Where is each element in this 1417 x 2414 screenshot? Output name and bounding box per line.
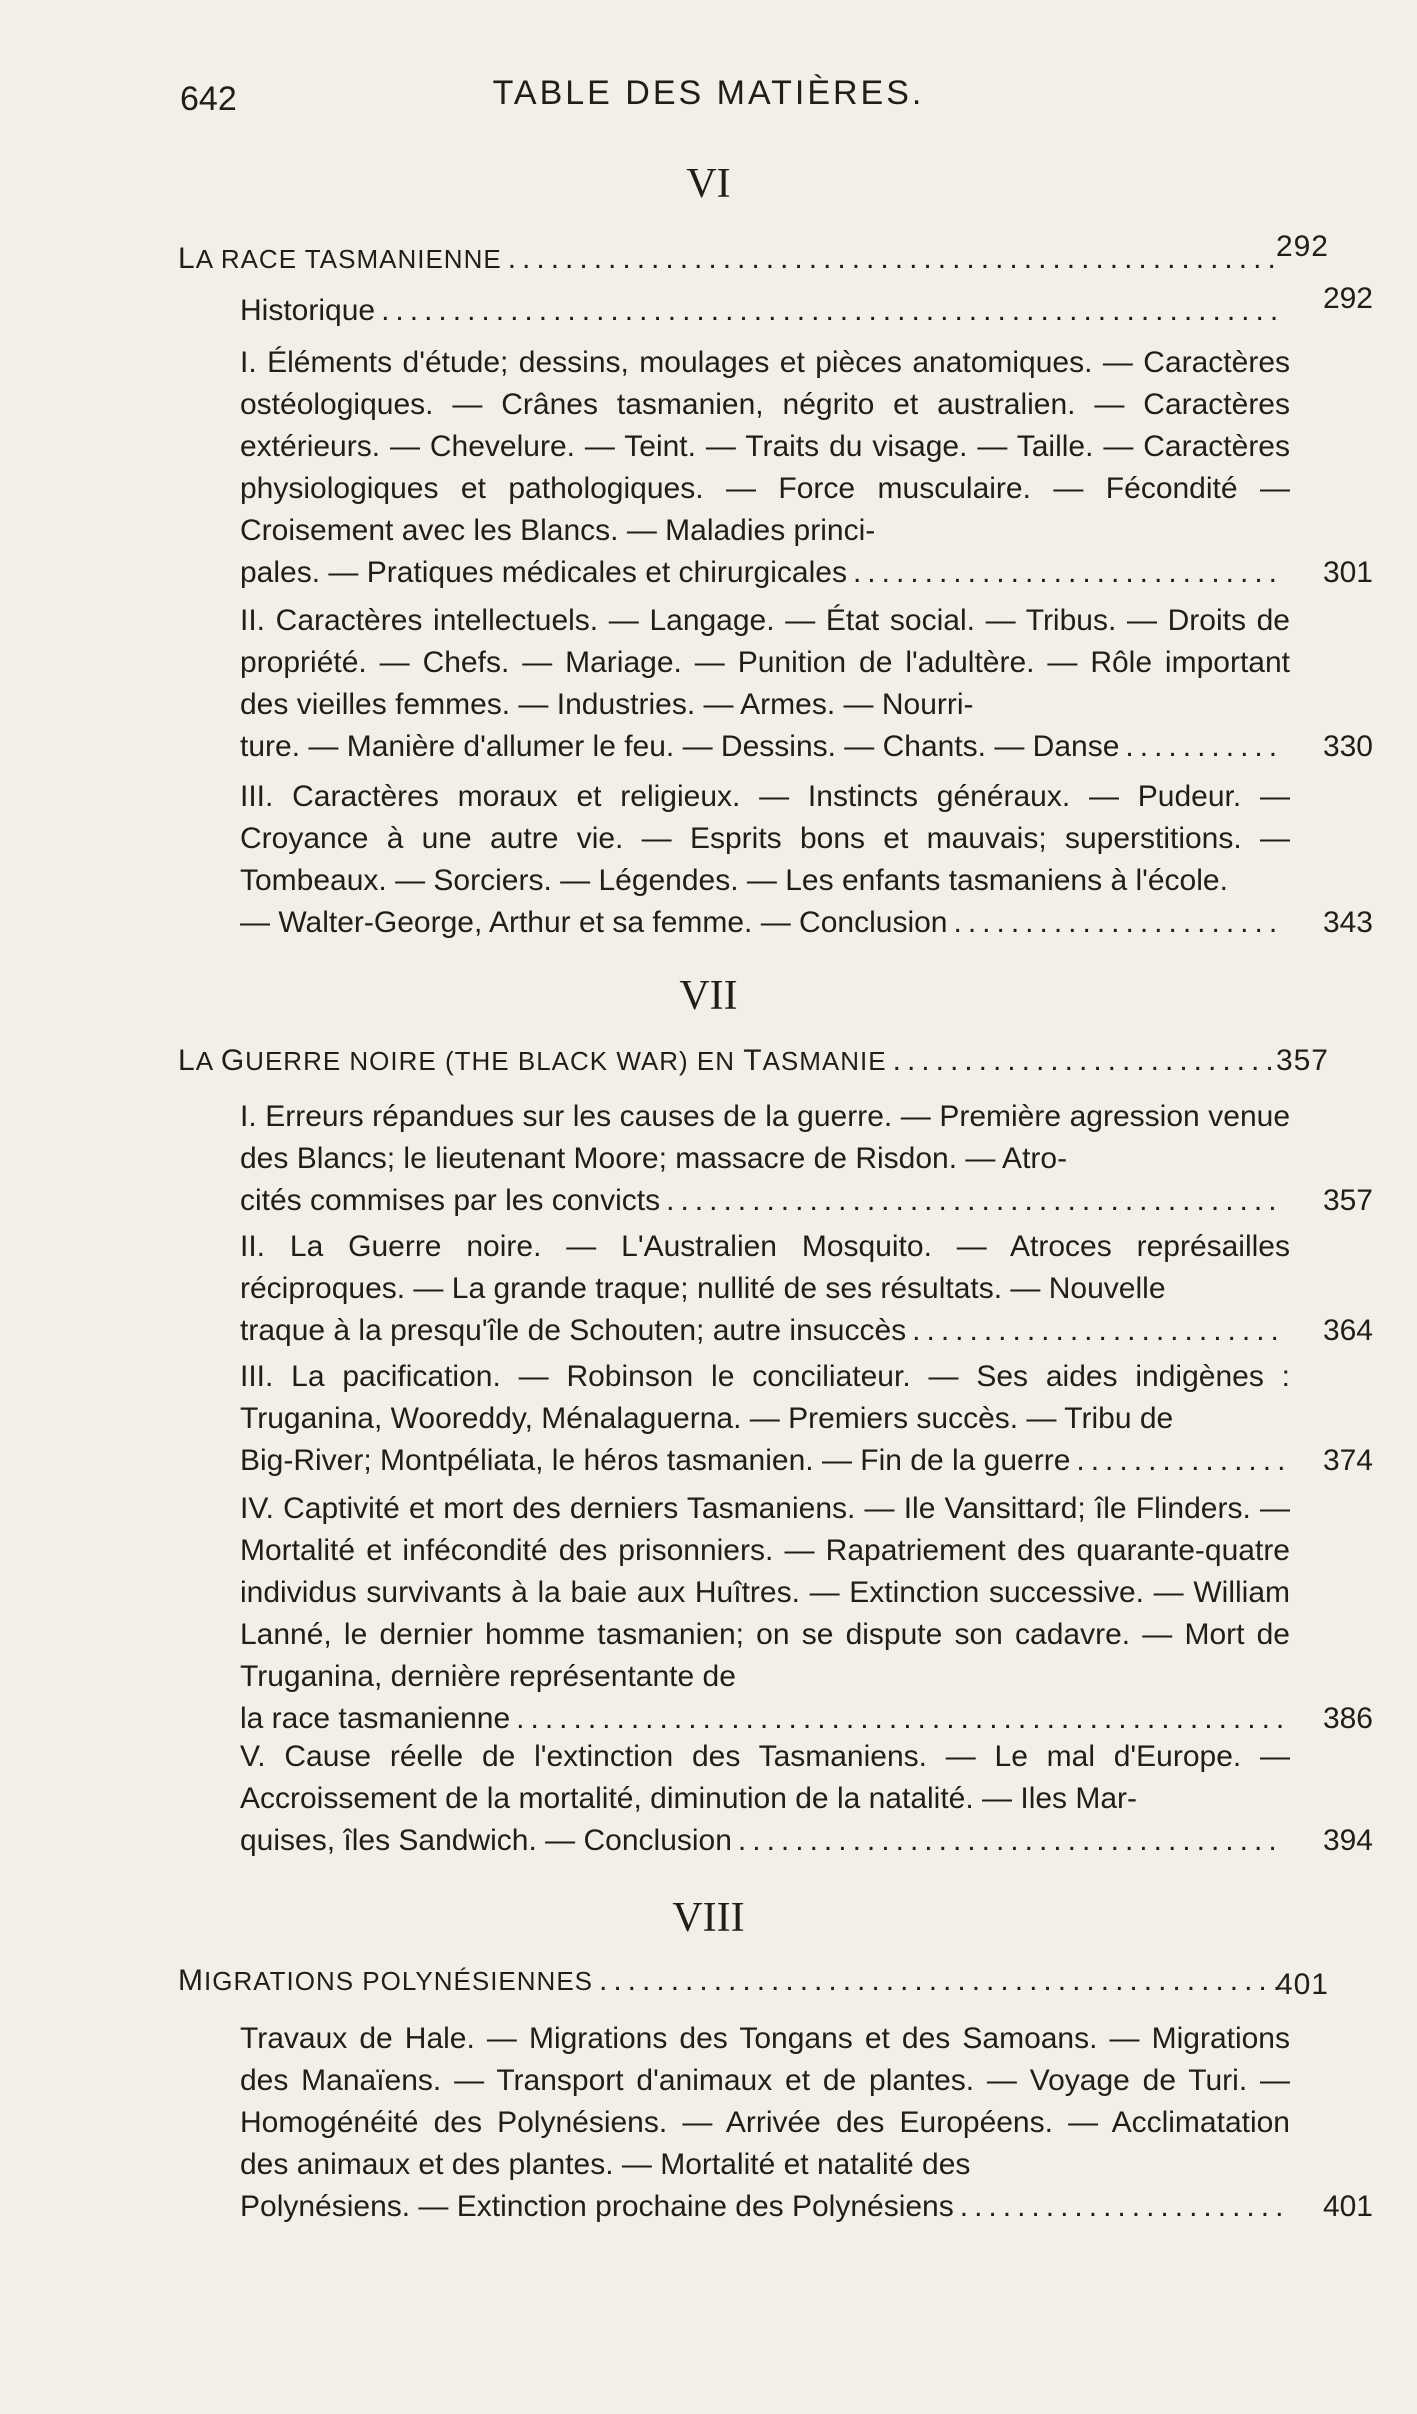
entry-text: IV. Captivité et mort des derniers Tasmaniens. — Ile Vansittard; île Flinders. — Mortalité et infécondité des prisonniers. — Rapatriement des quarante-quatre individus survivants à la baie aux Huîtres. — Extinction successive. — William Lanné, le dernier homme tasmanien; on se dispute son cadavre. — Mort de Truganina, dernière représentante de [240,1492,1290,1693]
toc-entry-vii-5[interactable] [240,1736,1373,1862]
page-ref: 343 [1322,906,1373,939]
page-ref: 357 [1322,1184,1373,1217]
page-ref: 292 [1322,282,1373,315]
leader-dots [599,1960,1282,2002]
section-numeral-vi: VI [686,161,731,207]
toc-entry-migrations[interactable] [178,1960,1373,2002]
title-initial: T [743,1044,763,1077]
title-initial: M [178,1964,204,1997]
page-ref: 292 [1275,230,1329,263]
entry-text-last: traque à la presqu'île de Schouten; autre insuccès [240,1314,907,1347]
leader-dots [738,1820,1284,1862]
leader-dots [516,1698,1284,1740]
entry-text-last: Big-River; Montpéliata, le héros tasmanien. — Fin de la guerre [240,1444,1071,1477]
section-numeral-viii: VIII [672,1895,745,1941]
entry-text: Historique [240,294,376,327]
leader-dots [893,1040,1282,1082]
title-initial: G [220,1044,246,1077]
page-ref: 330 [1322,730,1373,763]
entry-text: I. Erreurs répandues sur les causes de la guerre. — Première agression venue des Blancs; le lieutenant Moore; massacre de Risdon. — Atro- [240,1100,1290,1175]
toc-entry-viii-1[interactable] [240,2018,1373,2228]
page-ref: 401 [1322,2190,1373,2223]
entry-text-last: pales. — Pratiques médicales et chirurgicales [240,556,847,589]
page-ref: 386 [1322,1702,1373,1735]
title-text: ASMANIE [762,1046,887,1076]
leader-dots [1125,726,1284,768]
leader-dots [508,238,1282,280]
entry-text-last: Polynésiens. — Extinction prochaine des Polynésiens [240,2190,954,2223]
toc-entry-vii-3[interactable] [240,1356,1373,1482]
entry-text: III. Caractères moraux et religieux. — Instincts généraux. — Pudeur. — Croyance à une autre vie. — Esprits bons et mauvais; superstitions. — Tombeaux. — Sorciers. — Légendes. — Les enfants tasmaniens à l'école. [240,780,1290,897]
entry-text-last: la race tasmanienne [240,1702,511,1735]
toc-entry-race-tasmanienne[interactable] [178,230,1373,280]
page-ref: 374 [1322,1444,1373,1477]
leader-dots [853,552,1284,594]
entry-text-last: ture. — Manière d'allumer le feu. — Dessins. — Chants. — Danse [240,730,1120,763]
title-text: UERRE NOIRE (THE BLACK WAR) EN [245,1046,744,1076]
entry-text: Travaux de Hale. — Migrations des Tongans et des Samoans. — Migrations des Manaïens. — Transport d'animaux et de plantes. — Voyage de Turi. — Homogénéité des Polynésiens. — Arrivée des Européens. — Acclimatation des animaux et des plantes. — Mortalité et natalité des [240,2022,1290,2181]
leader-dots [666,1180,1284,1222]
toc-entry-vii-1[interactable] [240,1096,1373,1222]
leader-dots [1076,1440,1284,1482]
page-ref: 364 [1322,1314,1373,1347]
page-ref: 357 [1275,1044,1329,1077]
page-ref: 301 [1322,556,1373,589]
section-numeral-vii: VII [679,973,738,1019]
title-text: A RACE TASMANIENNE [195,244,502,274]
entry-text: III. La pacification. — Robinson le conciliateur. — Ses aides indigènes : Truganina, Wooreddy, Ménalaguerna. — Premiers succès. — Tribu de [240,1360,1290,1435]
page-number: 642 [180,80,237,118]
page-ref: 401 [1275,1968,1329,2001]
entry-text-last: cités commises par les convicts [240,1184,661,1217]
running-title: TABLE DES MATIÈRES. [492,74,925,112]
title-initial: L [178,1044,196,1077]
running-head [0,68,1417,128]
toc-entry-vii-4[interactable] [240,1488,1373,1740]
toc-entry-historique[interactable] [240,282,1373,332]
toc-entry-vii-2[interactable] [240,1226,1373,1352]
toc-entry-vi-1[interactable] [240,342,1373,594]
entry-text: II. La Guerre noire. — L'Australien Mosquito. — Atroces représailles réciproques. — La grande traque; nullité de ses résultats. — Nouvelle [240,1230,1290,1305]
entry-text-last: — Walter-George, Arthur et sa femme. — Conclusion [240,906,948,939]
leader-dots [912,1310,1284,1352]
title-text: IGRATIONS POLYNÉSIENNES [204,1966,594,1996]
entry-text-last: quises, îles Sandwich. — Conclusion [240,1824,732,1857]
toc-entry-vi-2[interactable] [240,600,1373,768]
leader-dots [381,290,1284,332]
title-text: A [195,1046,221,1076]
entry-text: I. Éléments d'étude; dessins, moulages et pièces anatomiques. — Caractères ostéologiques. — Crânes tasmanien, négrito et australien. — Caractères extérieurs. — Chevelure. — Teint. — Traits du visage. — Taille. — Caractères physiologiques et pathologiques. — Force musculaire. — Fécondité — Croisement avec les Blancs. — Maladies princi- [240,346,1290,547]
toc-entry-vi-3[interactable] [240,776,1373,944]
page-ref: 394 [1322,1824,1373,1857]
toc-entry-guerre-noire[interactable] [178,1040,1373,1082]
leader-dots [953,902,1284,944]
title-initial: L [178,242,196,275]
leader-dots [960,2186,1284,2228]
entry-text: V. Cause réelle de l'extinction des Tasmaniens. — Le mal d'Europe. — Accroissement de la mortalité, diminution de la natalité. — Iles Mar- [240,1740,1290,1815]
entry-text: II. Caractères intellectuels. — Langage. — État social. — Tribus. — Droits de propriété. — Chefs. — Mariage. — Punition de l'adultère. — Rôle important des vieilles femmes. — Industries. — Armes. — Nourri- [240,604,1290,721]
